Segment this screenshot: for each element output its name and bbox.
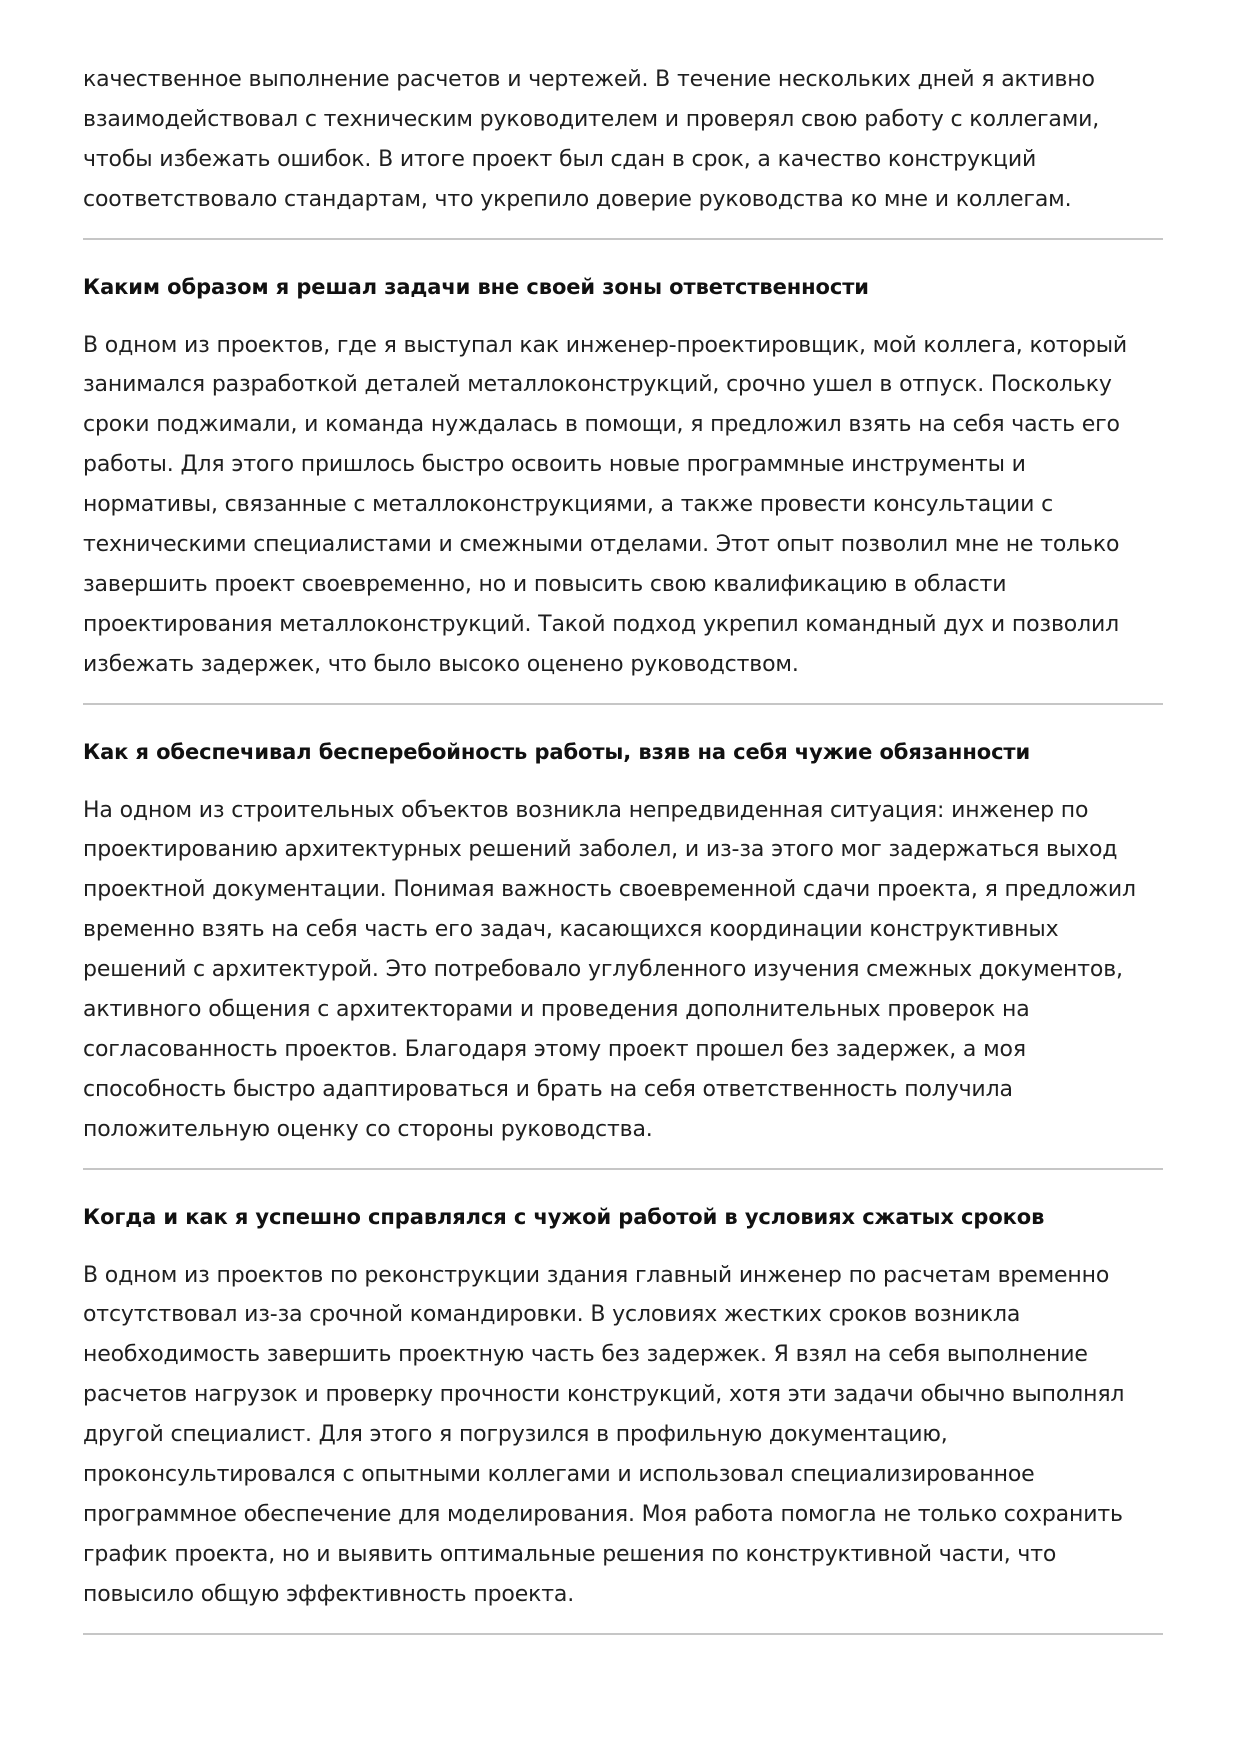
text-line: решений с архитектурой. Это потребовало углубленного изучения смежных документов, xyxy=(83,957,1123,983)
text-line: необходимость завершить проектную часть без задержек. Я взял на себя выполнение xyxy=(83,1342,1088,1368)
intro-paragraph xyxy=(83,60,1163,220)
text-line: В одном из проектов по реконструкции здания главный инженер по расчетам временно xyxy=(83,1262,1110,1288)
text-line: сроки поджимали, и команда нуждалась в помощи, я предложил взять на себя часть его xyxy=(83,412,1120,438)
text-line: техническими специалистами и смежными отделами. Этот опыт позволил мне не только xyxy=(83,532,1120,558)
section-heading: Как я обеспечивал бесперебойность работы, взяв на себя чужие обязанности xyxy=(83,739,1031,764)
section-tight-deadlines xyxy=(83,1202,1163,1635)
section-divider xyxy=(83,1168,1163,1170)
section-paragraph xyxy=(83,1256,1163,1615)
text-line: взаимодействовал с техническим руководителем и проверял свою работу с коллегами, xyxy=(83,106,1100,132)
section-paragraph xyxy=(83,791,1163,1150)
text-line: согласованность проектов. Благодаря этому проект прошел без задержек, а моя xyxy=(83,1036,1026,1062)
section-heading: Каким образом я решал задачи вне своей зоны ответственности xyxy=(83,274,869,299)
text-line: отсутствовал из-за срочной командировки. В условиях жестких сроков возникла xyxy=(83,1302,1021,1328)
text-line: проектированию архитектурных решений заболел, и из-за этого мог задержаться выход xyxy=(83,837,1118,863)
text-line: временно взять на себя часть его задач, касающихся координации конструктивных xyxy=(83,917,1059,943)
text-line: способность быстро адаптироваться и брать на себя ответственность получила xyxy=(83,1076,1013,1102)
document-page xyxy=(83,60,1163,1635)
text-line: избежать задержек, что было высоко оценено руководством. xyxy=(83,651,799,677)
text-line: чтобы избежать ошибок. В итоге проект был сдан в срок, а качество конструкций xyxy=(83,146,1037,172)
text-line: расчетов нагрузок и проверку прочности конструкций, хотя эти задачи обычно выполнял xyxy=(83,1382,1125,1408)
section-divider xyxy=(83,1633,1163,1635)
text-line: положительную оценку со стороны руководства. xyxy=(83,1116,653,1142)
text-line: соответствовало стандартам, что укрепило доверие руководства ко мне и коллегам. xyxy=(83,186,1072,212)
section-outside-responsibility xyxy=(83,272,1163,705)
text-line: проконсультировался с опытными коллегами и использовал специализированное xyxy=(83,1462,1035,1488)
text-line: завершить проект своевременно, но и повысить свою квалификацию в области xyxy=(83,571,1007,597)
text-line: качественное выполнение расчетов и чертежей. В течение нескольких дней я активно xyxy=(83,67,1095,92)
text-line: нормативы, связанные с металлоконструкциями, а также провести консультации с xyxy=(83,492,1054,518)
text-line: повысило общую эффективность проекта. xyxy=(83,1581,575,1607)
text-line: проектной документации. Понимая важность своевременной сдачи проекта, я предложил xyxy=(83,877,1136,903)
text-line: график проекта, но и выявить оптимальные решения по конструктивной части, что xyxy=(83,1541,1057,1567)
text-line: В одном из проектов, где я выступал как инженер-проектировщик, мой коллега, который xyxy=(83,332,1128,358)
text-line: другой специалист. Для этого я погрузился в профильную документацию, xyxy=(83,1422,948,1448)
text-line: занимался разработкой деталей металлоконструкций, срочно ушел в отпуск. Поскольку xyxy=(83,372,1112,398)
text-line: активного общения с архитекторами и проведения дополнительных проверок на xyxy=(83,997,1030,1023)
text-line: На одном из строительных объектов возникла непредвиденная ситуация: инженер по xyxy=(83,797,1089,823)
section-heading: Когда и как я успешно справлялся с чужой работой в условиях сжатых сроков xyxy=(83,1204,1045,1229)
section-continuity xyxy=(83,737,1163,1170)
section-paragraph xyxy=(83,326,1163,685)
section-divider xyxy=(83,238,1163,240)
text-line: работы. Для этого пришлось быстро освоить новые программные инструменты и xyxy=(83,452,1026,478)
section-divider xyxy=(83,703,1163,705)
text-line: проектирования металлоконструкций. Такой подход укрепил командный дух и позволил xyxy=(83,611,1120,637)
text-line: программное обеспечение для моделирования. Моя работа помогла не только сохранить xyxy=(83,1501,1123,1527)
